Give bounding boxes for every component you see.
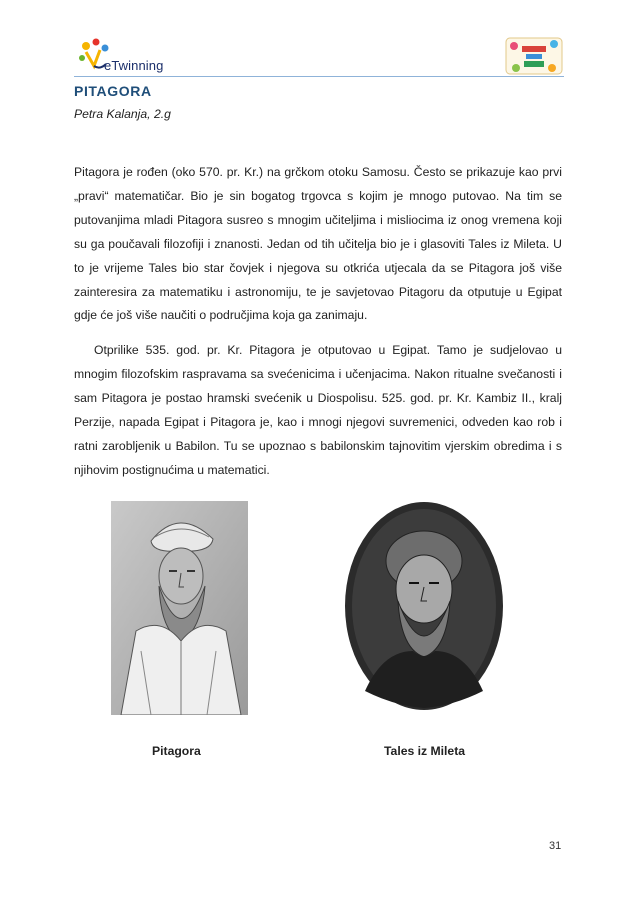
pythagoras-portrait-icon: [111, 501, 248, 715]
history-of-math-logo-icon: [504, 36, 564, 76]
page-number: 31: [549, 840, 562, 852]
header-divider: [74, 76, 564, 77]
page-title: PITAGORA: [74, 83, 152, 99]
caption-thales: Tales iz Mileta: [384, 744, 466, 758]
etwinning-label: eTwinning: [104, 58, 164, 73]
etwinning-logo: [74, 36, 184, 76]
caption-pythagoras: Pitagora: [152, 744, 201, 758]
page-header: [74, 36, 564, 76]
paragraph-1: Pitagora je rođen (oko 570. pr. Kr.) na grčkom otoku Samosu. Često se prikazuje kao prvi „pravi“ matematičar. Bio je sin bogatog trgovca s kojim je mnogo putovao. Na tim se putovanjima mladi Pitagora susreo s mnogim učiteljima i misliocima iz onog vremena koji su ga poučavali filozofiji i znanosti. Jedan od tih učitelja bio je i glasoviti Tales iz Mileta. U to je vrijeme Tales bio star čovjek i njegova su otkrića utjecala da se Pitagora još više zainteresira za matematiku i astronomiju, te je savjetovao Pitagoru da otputuje u Egipat gdje će još više naučiti o područjima koja ga zanimaju.: [74, 165, 562, 323]
author-line: Petra Kalanja, 2.g: [74, 107, 171, 121]
thales-portrait-icon: [343, 501, 505, 712]
paragraph-2: Otprilike 535. god. pr. Kr. Pitagora je otputovao u Egipat. Tamo je sudjelovao u mnogim filozofskim raspravama sa svećenicima i učenjacima. Nakon ritualne svečanosti i sam Pitagora je postao hramski svećenik u Diospolisu. 525. god. pr. Kr. Kambiz II., kralj Perzije, napada Egipat i Pitagora je, kao i mnogi njegovi suvremenici, odveden kao rob i ratni zarobljenik u Babilon. Tu se upoznao s babilonskim tajnovitim vjerskim obredima i s njihovim postignućima u matematici.: [74, 343, 562, 477]
